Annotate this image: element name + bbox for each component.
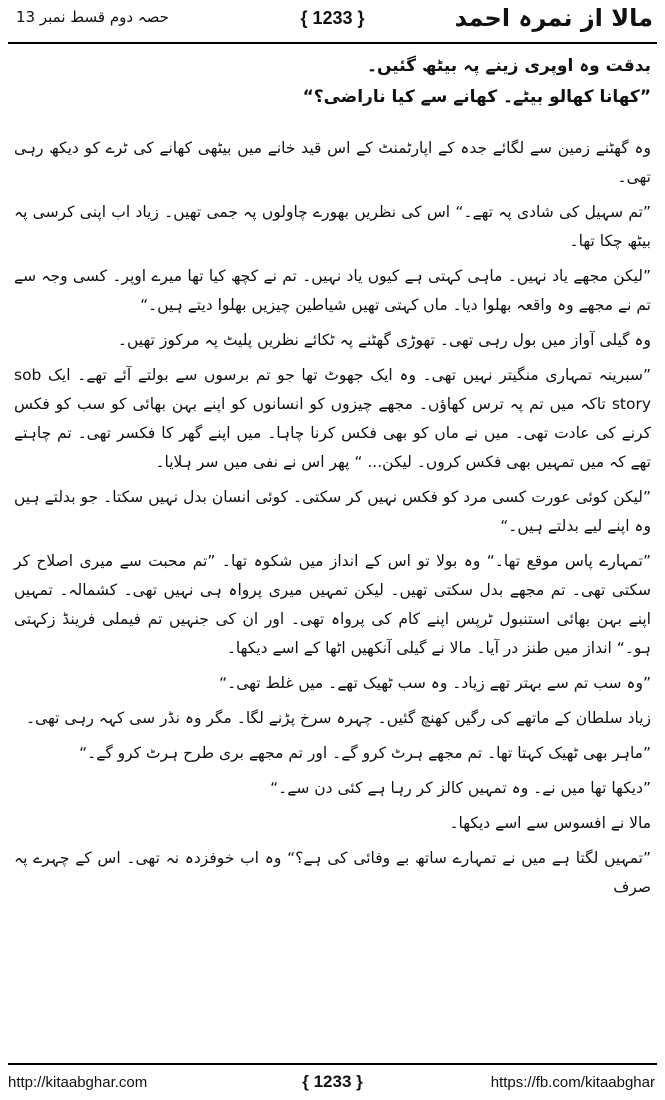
- paragraph: بدقت وہ اوپری زینے پہ بیٹھ گئیں۔: [367, 56, 651, 76]
- footer-page-number: { 1233 }: [302, 1072, 363, 1091]
- paragraph: ”لیکن کوئی عورت کسی مرد کو فکس نہیں کر سکتی۔ کوئی انسان بدل نہیں سکتا۔ جو بدلتے ہیں وہ اپنے لیے بدلتے ہیں۔“: [14, 488, 651, 535]
- episode-label: حصہ دوم قسط نمبر 13: [16, 8, 169, 26]
- paragraph: مالا نے افسوس سے اسے دیکھا۔: [449, 814, 651, 832]
- paragraph: ”تمہیں لگتا ہے میں نے تمہارے ساتھ بے وفائی کی ہے؟“ وہ اب خوفزدہ نہ تھی۔ اس کے چہرے پہ صرف: [14, 849, 651, 896]
- kitaabghar-site-link[interactable]: http://kitaabghar.com: [8, 1074, 148, 1091]
- paragraph: ”لیکن مجھے یاد نہیں۔ ماہی کہتی ہے کیوں یاد نہیں۔ تم نے کچھ کیا تھا میرے اوپر۔ کسی وجہ سے تم نے مجھے وہ واقعہ بھلوا دیا۔ ماں کہتی تھیں شیاطین چیزیں بھلوا دیتے ہیں۔“: [14, 267, 651, 314]
- paragraph: ”کھانا کھالو بیٹے۔ کھانے سے کیا ناراضی؟“: [302, 87, 651, 107]
- paragraph: وہ گھٹنے زمین سے لگائے جدہ کے اپارٹمنٹ کے اس قید خانے میں بیٹھی کھانے کی ٹرے کو دیکھ رہی تھی۔: [14, 139, 651, 186]
- header-page-number: { 1233 }: [300, 8, 365, 28]
- header-divider: [8, 42, 657, 44]
- paragraph: ”وہ سب تم سے بہتر تھے زیاد۔ وہ سب ٹھیک تھے۔ میں غلط تھی۔“: [219, 674, 651, 692]
- footer-divider: [8, 1063, 657, 1065]
- paragraph: ”سبرینہ تمہاری منگیتر نہیں تھی۔ وہ ایک جھوٹ تھا جو تم برسوں سے بولتے آئے تھے۔ ایک sob story تاکہ میں تم پہ ترس کھاؤں۔ مجھے چیزوں کو انسانوں کو اپنے بہن بھائی کو سب کو فکس کرنے کی عادت تھی۔ میں نے ماں کو بھی فکس کرنا چاہا۔ میں اپنے گھر کا فکسر تھی۔ تم چاہتے تھے کہ میں تمہیں بھی فکس کروں۔ لیکن... “ پھر اس نے نفی میں سر ہلایا۔: [14, 366, 651, 471]
- paragraph: وہ گیلی آواز میں بول رہی تھی۔ تھوڑی گھٹنے پہ ٹکائے نظریں پلیٹ پہ مرکوز تھیں۔: [117, 331, 651, 349]
- page-header: [0, 0, 665, 42]
- page-body: [8, 52, 657, 1060]
- paragraph: ”تمہارے پاس موقع تھا۔“ وہ بولا تو اس کے انداز میں شکوہ تھا۔ ”تم محبت سے میری اصلاح کر سکتی تھی۔ تم مجھے بدل سکتی تھیں۔ لیکن تمہیں میری پرواہ ہی نہیں تھی۔ کشمالہ۔ تمہیں اپنے بہن بھائی استنبول ٹرپس اپنے کام کی پرواہ تھی۔ اور ان کی جنہیں تم فیملی فرینڈ زکہتی ہو۔“ انداز میں طنز در آیا۔ مالا نے گیلی آنکھیں اٹھا کے اسے دیکھا۔: [14, 552, 651, 657]
- paragraph: ”تم سہیل کی شادی پہ تھے۔“ اس کی نظریں بھورے چاولوں پہ جمی تھیں۔ زیاد اب اپنی کرسی پہ بیٹھ چکا تھا۔: [14, 203, 651, 250]
- page-footer: [0, 1068, 665, 1100]
- book-title: مالا از نمرہ احمد: [454, 4, 653, 32]
- paragraph: ”ماہر بھی ٹھیک کہتا تھا۔ تم مجھے ہرٹ کرو گے۔ اور تم مجھے بری طرح ہرٹ کرو گے۔“: [79, 744, 651, 762]
- paragraph: زیاد سلطان کے ماتھے کی رگیں کھنچ گئیں۔ چہرہ سرخ پڑنے لگا۔ مگر وہ نڈر سی کہہ رہی تھی۔: [25, 709, 651, 727]
- paragraph: ”دیکھا تھا میں نے۔ وہ تمہیں کالز کر رہا ہے کئی دن سے۔“: [270, 779, 651, 797]
- facebook-link[interactable]: https://fb.com/kitaabghar: [490, 1074, 655, 1091]
